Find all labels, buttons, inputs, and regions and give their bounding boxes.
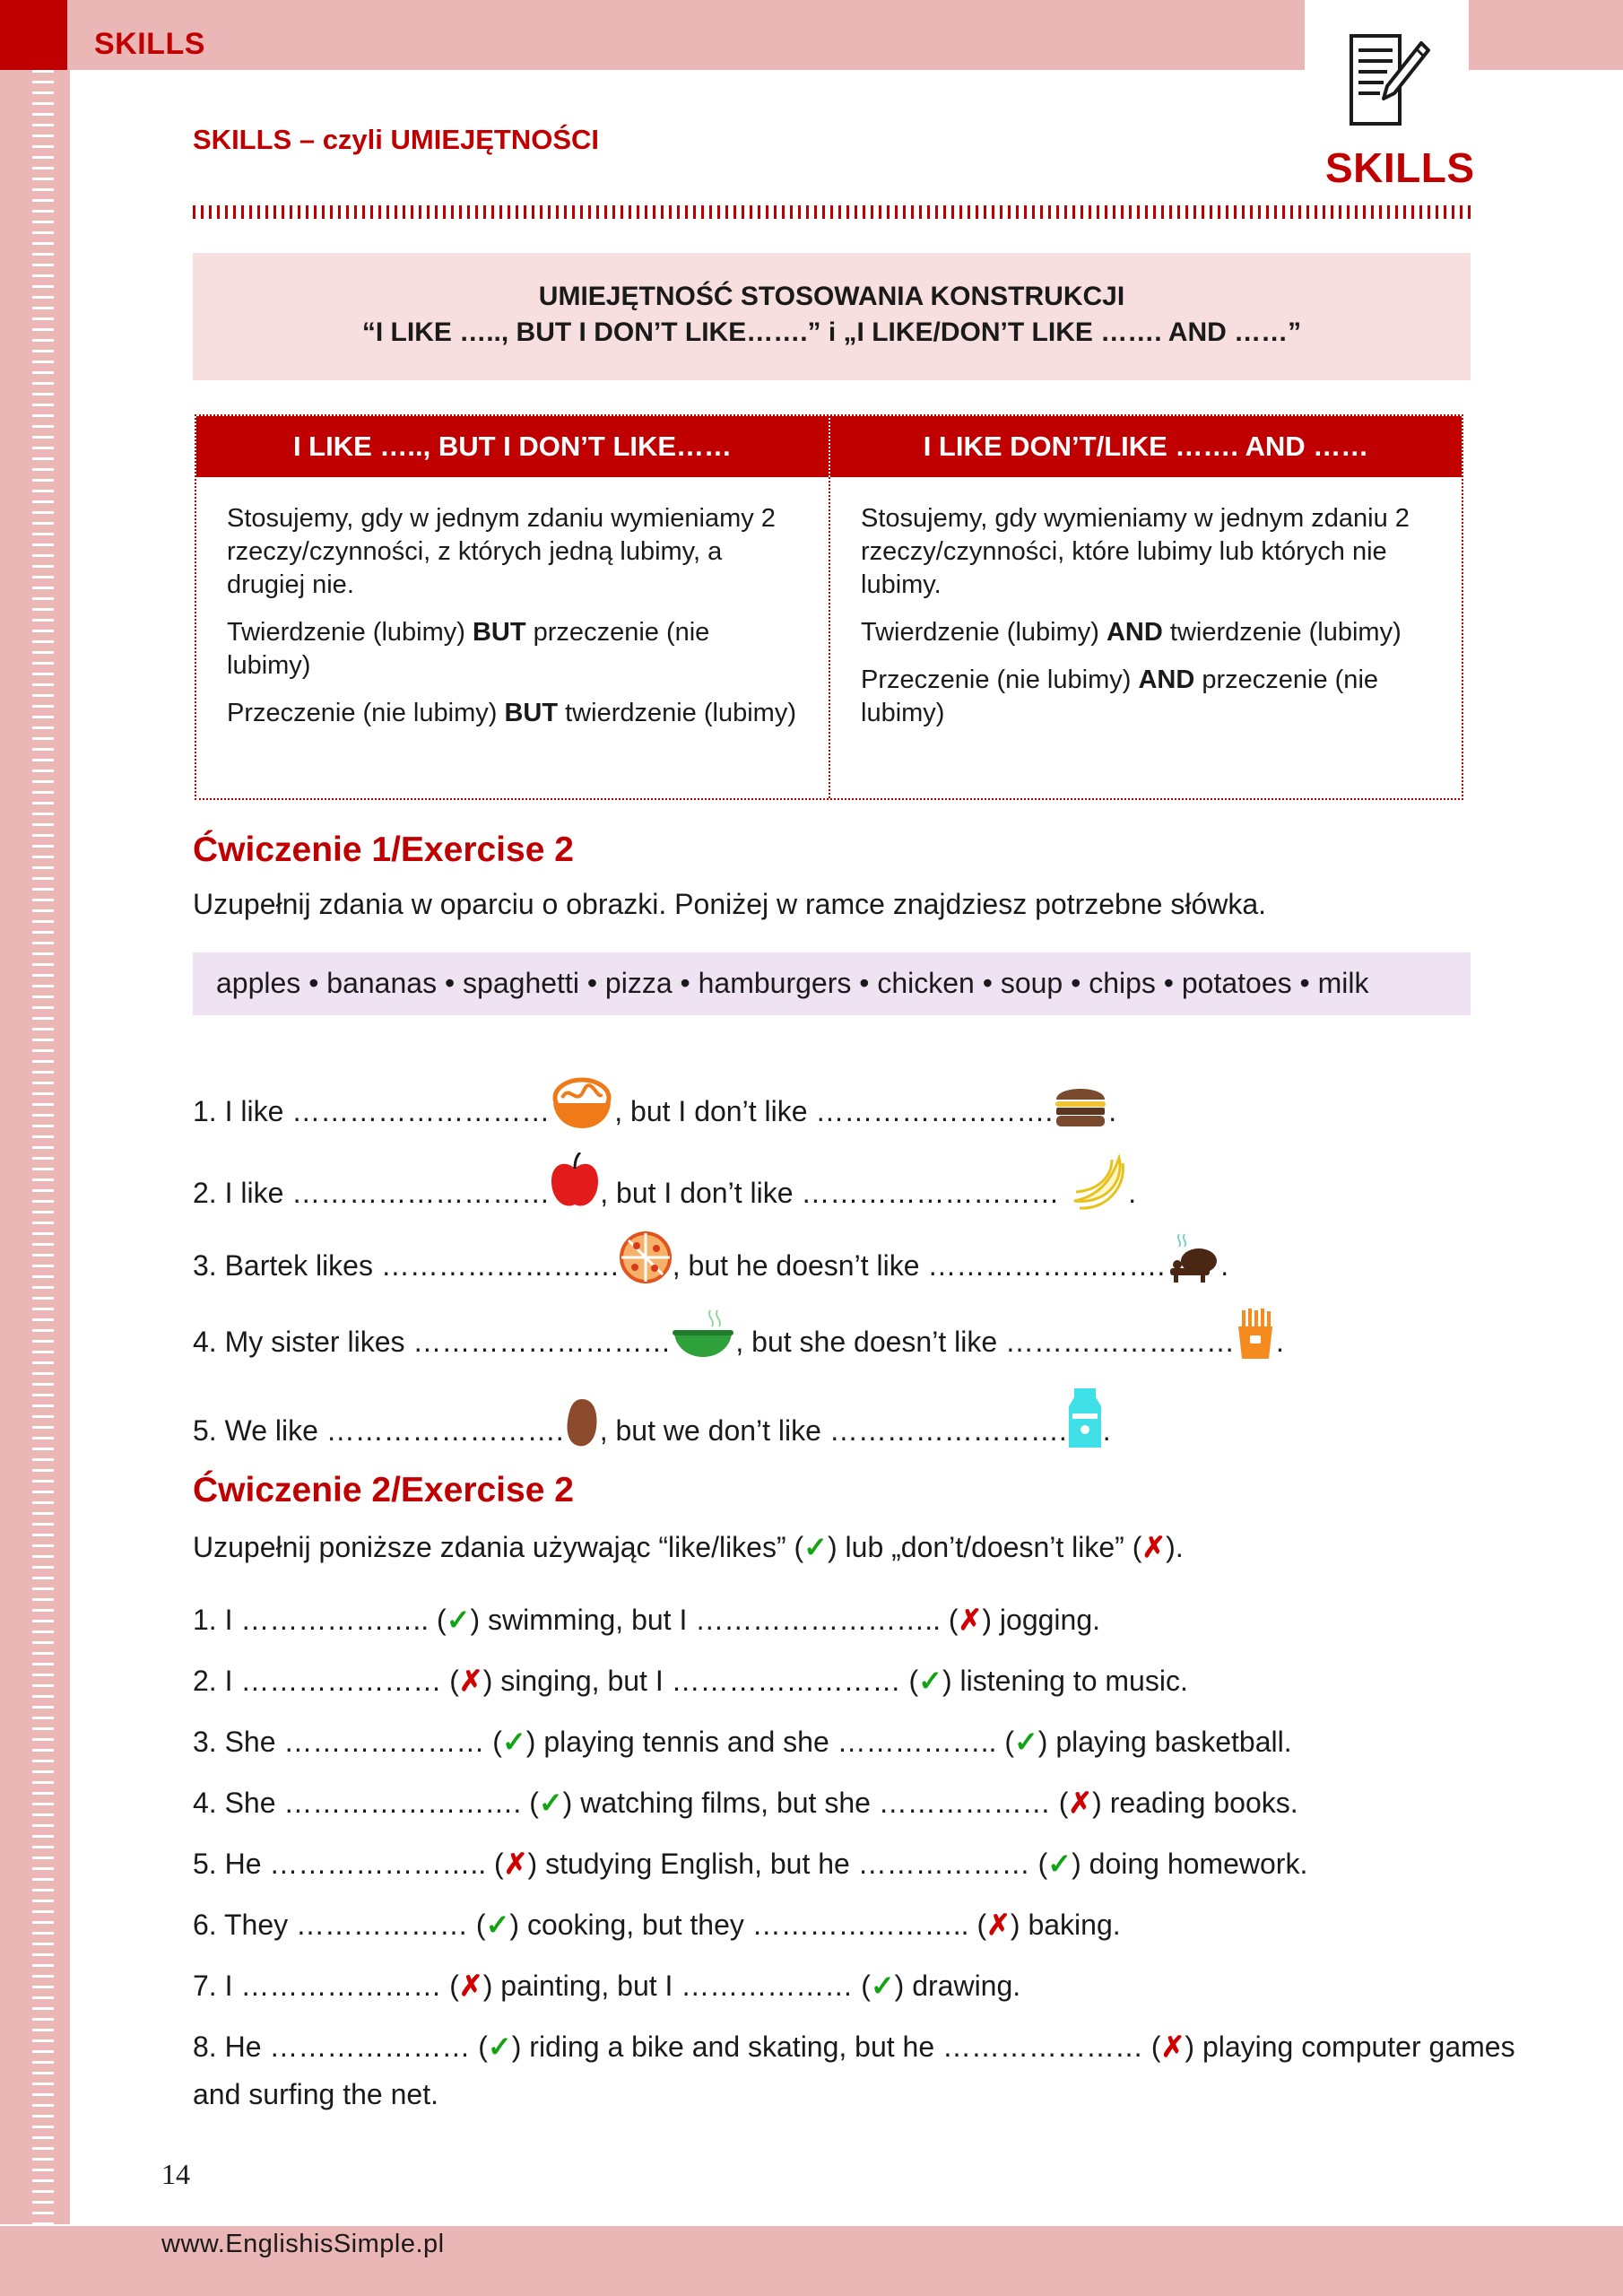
cross-icon: ✗: [958, 1604, 983, 1636]
exercise1-item: 4. My sister likes ……………………… , but she doesn’t like …………………… .: [193, 1309, 1284, 1361]
side-ladder-decoration: [32, 70, 54, 2224]
potato-icon: [564, 1397, 600, 1449]
check-icon: ✓: [1013, 1726, 1038, 1758]
document-pen-icon: [1344, 30, 1434, 129]
cross-icon: ✗: [458, 1665, 483, 1697]
apple-icon: [550, 1152, 600, 1212]
check-icon: ✓: [538, 1787, 563, 1819]
rules-header-but: I LIKE ….., BUT I DON’T LIKE……: [196, 416, 829, 477]
rule-description: Stosujemy, gdy w jednym zdaniu wymieniamy 2 rzeczy/czynności, z których jedną lubimy, a drugiej nie.: [227, 504, 776, 599]
exercise1-item: 5. We like ……………………. , but we don’t like ……………………. .: [193, 1387, 1111, 1449]
footer-url: www.EnglishisSimple.pl: [161, 2230, 445, 2258]
word-box: [193, 952, 1471, 1015]
check-icon: ✓: [485, 1909, 510, 1941]
intro-box: [193, 253, 1471, 380]
intro-subheading: “I LIKE ….., BUT I DON’T LIKE…….” i „I LIKE/DON’T LIKE ……. AND ……”: [361, 317, 1302, 347]
cross-icon: ✗: [1068, 1787, 1093, 1819]
hamburger-icon: [1053, 1080, 1108, 1130]
check-icon: ✓: [501, 1726, 526, 1758]
rule-description: Stosujemy, gdy wymieniamy w jednym zdaniu 2 rzeczy/czynności, które lubimy lub których nie lubimy.: [861, 504, 1410, 599]
exercise2-instruction: Uzupełnij poniższe zdania używając “like/likes” (✓) lub „don’t/doesn’t like” (✗).: [193, 1531, 1184, 1563]
exercise2-item: 2. I ………………… (✗) singing, but I …………………… (✓) listening to music.: [193, 1665, 1188, 1697]
soup-icon: [671, 1309, 735, 1361]
exercise1-item: 2. I like ……………………… , but I don’t like ……………………… .: [193, 1152, 1136, 1212]
exercise2-item: 5. He ………………….. (✗) studying English, but he ……………… (✓) doing homework.: [193, 1848, 1308, 1880]
rules-column-and: [830, 416, 1462, 798]
exercise1-instruction: Uzupełnij zdania w oparciu o obrazki. Poniżej w ramce znajdziesz potrzebne słówka.: [193, 888, 1267, 920]
rules-column-but: [196, 416, 830, 798]
rules-body-and: [830, 477, 1462, 730]
exercise1-item: 1. I like ……………………… , but I don’t like ……………………. .: [193, 1074, 1116, 1130]
chicken-icon: [1165, 1231, 1220, 1284]
check-icon: ✓: [1047, 1848, 1072, 1880]
cross-icon: ✗: [458, 1970, 483, 2002]
section-title: SKILLS – czyli UMIEJĘTNOŚCI: [193, 124, 600, 155]
spaghetti-icon: [550, 1074, 614, 1130]
chips-icon: [1235, 1309, 1276, 1361]
rules-table: [195, 414, 1463, 800]
check-icon: ✓: [803, 1531, 828, 1563]
check-icon: ✓: [446, 1604, 471, 1636]
cross-icon: ✗: [503, 1848, 528, 1880]
word-list: apples • bananas • spaghetti • pizza • hamburgers • chicken • soup • chips • potatoes • milk: [216, 967, 1369, 999]
milk-icon: [1067, 1387, 1103, 1449]
exercise1-item: 3. Bartek likes ……………………. , but he doesn’t like ……………………. .: [193, 1231, 1228, 1284]
exercise2-item: 4. She ……………………. (✓) watching films, but she ……………… (✗) reading books.: [193, 1787, 1298, 1819]
exercise2-item: 1. I ……………….. (✓) swimming, but I …………………….. (✗) jogging.: [193, 1604, 1100, 1636]
cross-icon: ✗: [1160, 2031, 1185, 2063]
pizza-icon: [619, 1231, 673, 1284]
rule-line: Przeczenie (nie lubimy) BUT twierdzenie (lubimy): [227, 699, 796, 727]
exercise2-item: 3. She ………………… (✓) playing tennis and she …………….. (✓) playing basketball.: [193, 1726, 1292, 1758]
page-number: 14: [161, 2158, 190, 2190]
badge-title: SKILLS: [1325, 144, 1475, 191]
rules-body-but: [196, 477, 829, 730]
rule-line: Przeczenie (nie lubimy) AND przeczenie (nie lubimy): [861, 665, 1379, 727]
cross-icon: ✗: [1141, 1531, 1167, 1563]
exercise2-item: 8. He ………………… (✓) riding a bike and skating, but he ………………… (✗) playing computer games: [193, 2031, 1515, 2063]
cross-icon: ✗: [986, 1909, 1011, 1941]
rule-line: Twierdzenie (lubimy) BUT przeczenie (nie lubimy): [227, 618, 710, 680]
check-icon: ✓: [918, 1665, 942, 1697]
exercise2-item: 7. I ………………… (✗) painting, but I ……………… (✓) drawing.: [193, 1970, 1021, 2002]
title-divider: [193, 205, 1471, 219]
exercise1-title: Ćwiczenie 1/Exercise 2: [193, 831, 574, 869]
exercise2-item-continuation: and surfing the net.: [193, 2078, 438, 2110]
intro-heading: UMIEJĘTNOŚĆ STOSOWANIA KONSTRUKCJI: [538, 282, 1125, 311]
banana-icon: [1067, 1154, 1128, 1212]
check-icon: ✓: [870, 1970, 895, 2002]
exercise2-item: 6. They ……………… (✓) cooking, but they ………………….. (✗) baking.: [193, 1909, 1121, 1941]
exercise2-title: Ćwiczenie 2/Exercise 2: [193, 1471, 574, 1509]
check-icon: ✓: [487, 2031, 512, 2063]
rules-header-and: I LIKE DON’T/LIKE ……. AND ……: [830, 416, 1462, 477]
skills-badge: [1305, 0, 1469, 161]
corner-marker: [0, 0, 67, 70]
rule-line: Twierdzenie (lubimy) AND twierdzenie (lubimy): [861, 618, 1402, 647]
band-label: SKILLS: [94, 27, 205, 61]
